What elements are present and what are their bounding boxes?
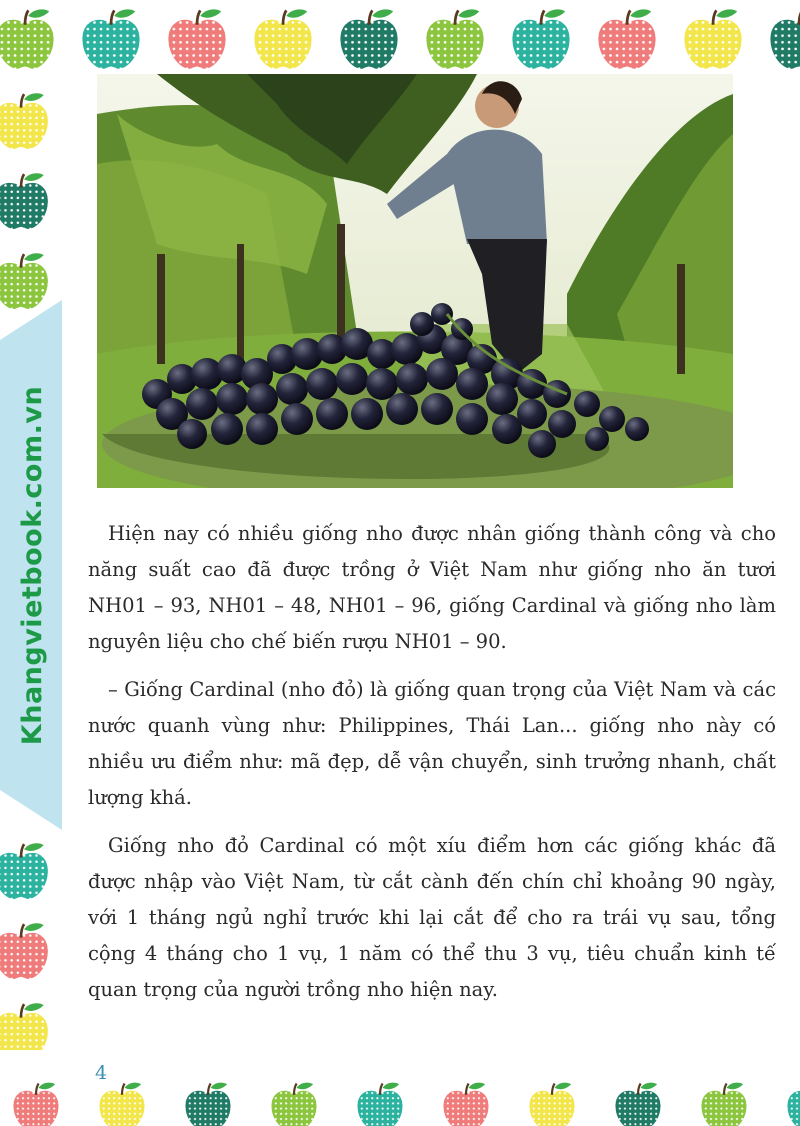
apple-border-bottom [0,1050,800,1126]
apple-icon [508,6,574,72]
paragraph-3: Giống nho đỏ Cardinal có một xíu điểm hơn các giống khác đã được nhập vào Việt Nam, từ cắt cành đến chín chỉ khoảng 90 ngày, với 1 tháng ngủ nghỉ trước khi lại cắt để cho ra trái vụ sau, tổng cộng 4 tháng cho 1 vụ, 1 năm có thể thu 3 vụ, tiêu chuẩn kinh tế quan trọng của người trồng nho hiện nay. [88,834,776,1001]
vineyard-photo [97,74,733,488]
side-banner [2,300,64,830]
apple-icon [784,1080,800,1126]
page-number: 4 [95,1062,108,1084]
apple-icon [354,1080,406,1126]
apple-border-top [0,0,800,80]
apple-icon [336,6,402,72]
paragraph-2: – Giống Cardinal (nho đỏ) là giống quan trọng của Việt Nam và các nước quanh vùng như: Philippines, Thái Lan... giống nho này có nhiều ưu điểm như: mã đẹp, dễ vận chuyển, sinh trưởng nhanh, chất lượng khá. [88,678,776,809]
vineyard-grape-harvest-photo-icon [97,74,733,488]
apple-icon [422,6,488,72]
apple-icon [182,1080,234,1126]
apple-icon [96,1080,148,1126]
apple-icon [268,1080,320,1126]
paragraph-1: Hiện nay có nhiều giống nho được nhân giống thành công và cho năng suất cao đã được trồng ở Việt Nam như giống nho ăn tươi NH01 – 93, NH01 – 48, NH01 – 96, giống Cardinal và giống nho làm nguyên liệu cho chế biến rượu NH01 – 90. [88,522,776,653]
apple-icon [0,920,52,982]
apple-icon [0,840,52,902]
apple-icon [698,1080,750,1126]
apple-icon [440,1080,492,1126]
apple-icon [766,6,800,72]
apple-icon [0,170,52,232]
apple-icon [78,6,144,72]
side-banner-text: Khangvietbook.com.vn [17,385,49,745]
body-text [88,516,776,1020]
apple-icon [164,6,230,72]
apple-icon [680,6,746,72]
apple-icon [10,1080,62,1126]
apple-icon [0,6,58,72]
apple-icon [0,90,52,152]
apple-icon [526,1080,578,1126]
apple-icon [0,1000,52,1050]
apple-icon [250,6,316,72]
apple-icon [594,6,660,72]
apple-icon [612,1080,664,1126]
